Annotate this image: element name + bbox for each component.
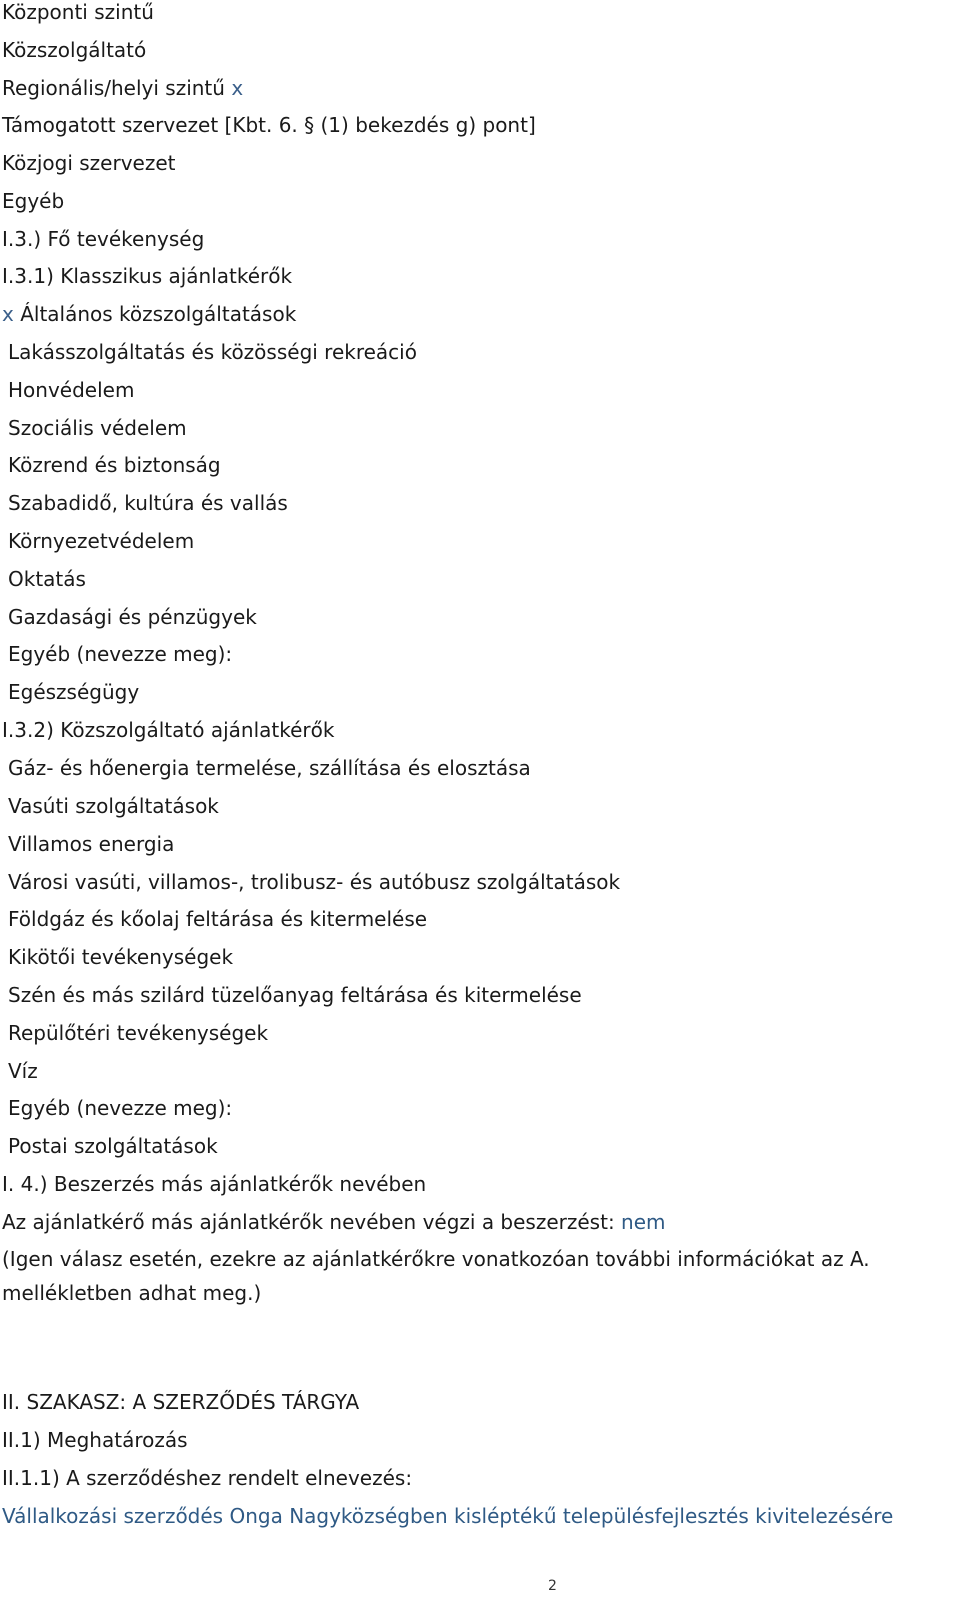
classic-item: Szabadidő, kultúra és vallás (8, 491, 288, 515)
contract-name-value: Vállalkozási szerződés Onga Nagyközségben kisléptékű településfejlesztés kivitelezésére (2, 1504, 894, 1528)
utility-heading: I.3.2) Közszolgáltató ajánlatkérők (2, 718, 335, 742)
org-type-supported: Támogatott szervezet [Kbt. 6. § (1) bekezdés g) pont] (2, 113, 536, 137)
contract-name-label: II.1.1) A szerződéshez rendelt elnevezés: (2, 1466, 413, 1490)
classic-item: Egyéb (nevezze meg): (8, 642, 233, 666)
utility-item: Postai szolgáltatások (8, 1134, 218, 1158)
utility-item: Egyéb (nevezze meg): (8, 1096, 233, 1120)
utility-item: Gáz- és hőenergia termelése, szállítása és elosztása (8, 756, 531, 780)
classic-selected-item (2, 302, 296, 326)
utility-item: Szén és más szilárd tüzelőanyag feltárása és kitermelése (8, 983, 582, 1007)
definition-heading: II.1) Meghatározás (2, 1428, 188, 1452)
org-type-regional (2, 76, 243, 100)
utility-item: Földgáz és kőolaj feltárása és kitermelése (8, 907, 428, 931)
org-type-regional-label: Regionális/helyi szintű (2, 76, 225, 100)
selected-mark: x (231, 76, 244, 100)
on-behalf-note: (Igen válasz esetén, ezekre az ajánlatkérőkre vonatkozóan további információkat az A. mellékletben adhat meg.) (2, 1247, 870, 1305)
org-type-other: Egyéb (2, 189, 65, 213)
classic-item: Környezetvédelem (8, 529, 195, 553)
classic-item: Egészségügy (8, 680, 140, 704)
classic-item: Szociális védelem (8, 416, 187, 440)
utility-item: Repülőtéri tevékenységek (8, 1021, 269, 1045)
classic-item: Oktatás (8, 567, 86, 591)
main-activity-heading: I.3.) Fő tevékenység (2, 227, 205, 251)
utility-item: Városi vasúti, villamos-, trolibusz- és autóbusz szolgáltatások (8, 870, 621, 894)
utility-item: Vasúti szolgáltatások (8, 794, 219, 818)
section2-heading: II. SZAKASZ: A SZERZŐDÉS TÁRGYA (2, 1390, 360, 1414)
on-behalf-answer: nem (621, 1210, 666, 1234)
classic-item: Honvédelem (8, 378, 135, 402)
classic-item: Közrend és biztonság (8, 453, 221, 477)
org-type-central: Központi szintű (2, 0, 154, 24)
selected-mark: x (2, 302, 14, 326)
on-behalf-heading: I. 4.) Beszerzés más ajánlatkérők nevében (2, 1172, 427, 1196)
utility-item: Villamos energia (8, 832, 175, 856)
on-behalf-question-label: Az ajánlatkérő más ajánlatkérők nevében végzi a beszerzést: (2, 1210, 615, 1234)
org-type-public-law: Közjogi szervezet (2, 151, 176, 175)
page-number: 2 (548, 1578, 557, 1594)
org-type-public-service: Közszolgáltató (2, 38, 147, 62)
utility-item: Víz (8, 1059, 38, 1083)
classic-item: Gazdasági és pénzügyek (8, 605, 257, 629)
utility-item: Kikötői tevékenységek (8, 945, 234, 969)
classic-selected-label: Általános közszolgáltatások (20, 302, 297, 326)
classic-heading: I.3.1) Klasszikus ajánlatkérők (2, 264, 293, 288)
on-behalf-question (2, 1210, 666, 1234)
classic-item: Lakásszolgáltatás és közösségi rekreáció (8, 340, 417, 364)
